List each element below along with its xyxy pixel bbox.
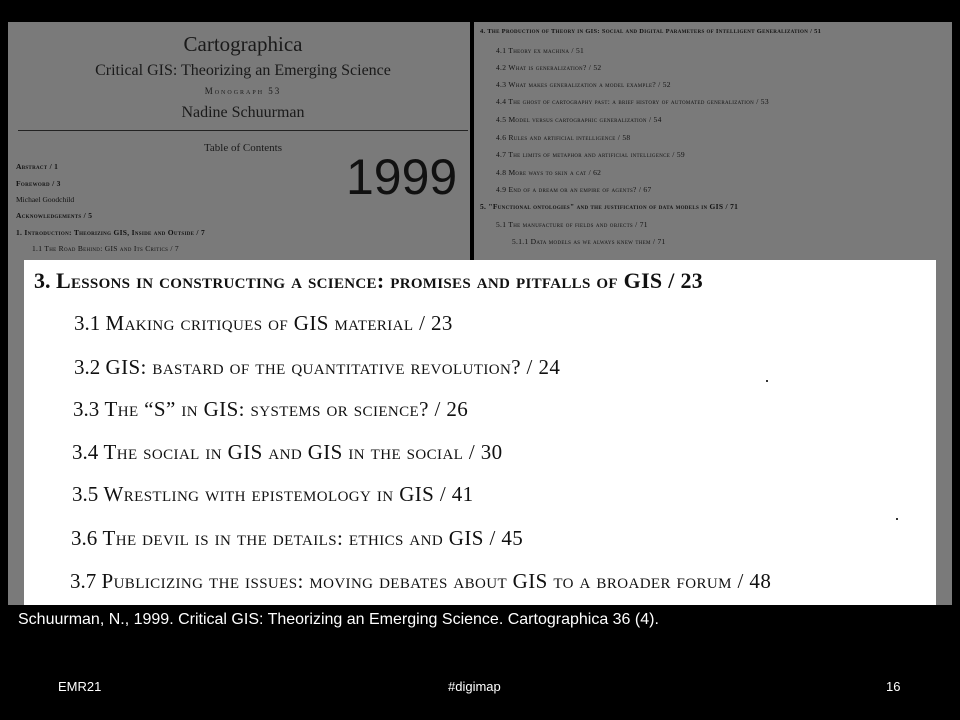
toc-entry: Foreword / 3 — [16, 179, 61, 188]
toc-entry: 4. The Production of Theory in GIS: Social and Digital Parameters of Intelligent Generalization / 51 — [480, 28, 822, 35]
author-name: Nadine Schuurman — [181, 104, 305, 121]
zoom-item-number: 3.4 — [72, 440, 99, 464]
zoom-item — [73, 397, 468, 422]
zoom-item — [72, 440, 503, 465]
toc-entry: 4.1 Theory ex machina / 51 — [496, 46, 585, 55]
monograph-number: Monograph 53 — [204, 86, 282, 96]
zoom-item-number: 3.6 — [71, 526, 98, 550]
footer-left: EMR21 — [58, 679, 102, 694]
scan-left-margin — [8, 260, 24, 605]
zoom-item — [74, 311, 453, 336]
toc-entry: 4.2 What is generalization? / 52 — [496, 63, 602, 72]
toc-entry: 4.6 Rules and artificial intelligence / 58 — [496, 133, 631, 142]
toc-heading: Table of Contents — [203, 142, 283, 154]
scan-left-page — [8, 22, 470, 260]
scan-speck — [766, 380, 768, 382]
year-overlay: 1999 — [346, 149, 458, 205]
journal-title: Cartographica — [183, 32, 303, 56]
zoom-item-number: 3.5 — [72, 482, 99, 506]
zoom-item — [72, 482, 474, 507]
zoom-item — [70, 569, 771, 594]
toc-entry: 1. Introduction: Theorizing GIS, Inside and Outside / 7 — [16, 228, 206, 237]
zoom-item-number: 3.7 — [70, 569, 97, 593]
zoom-item-number: 3.3 — [73, 397, 100, 421]
toc-entry: 4.4 The ghost of cartography past: a brief history of automated generalization / 53 — [496, 97, 769, 106]
zoom-item-text: The social in GIS and GIS in the social / 30 — [103, 440, 503, 464]
monograph-title: Critical GIS: Theorizing an Emerging Science — [95, 62, 391, 79]
toc-entry: 4.5 Model versus cartographic generalization / 54 — [496, 115, 662, 124]
zoom-heading — [34, 268, 703, 294]
zoom-item-text: The “S” in GIS: systems or science? / 26 — [104, 397, 469, 421]
zoom-item-text: Publicizing the issues: moving debates about GIS to a broader forum / 48 — [101, 569, 772, 593]
zoomed-toc-detail — [24, 260, 936, 605]
toc-entry: 5.1.1 Data models as we always knew them / 71 — [512, 237, 666, 246]
citation-caption: Schuurman, N., 1999. Critical GIS: Theorizing an Emerging Science. Cartographica 36 (4). — [18, 611, 659, 628]
scan-right-page — [474, 22, 952, 260]
toc-entry: 4.3 What makes generalization a model example? / 52 — [496, 80, 671, 89]
zoom-heading-text: Lessons in constructing a science: promises and pitfalls of GIS / 23 — [56, 268, 704, 293]
zoom-heading-number: 3. — [34, 268, 51, 293]
divider — [18, 130, 468, 131]
slide-number: 16 — [886, 679, 901, 694]
zoom-item — [74, 355, 560, 380]
zoom-item-text: Wrestling with epistemology in GIS / 41 — [103, 482, 474, 506]
zoom-item-text: GIS: bastard of the quantitative revolution? / 24 — [105, 355, 561, 379]
toc-entry: 1.1 The Road Behind: GIS and Its Critics / 7 — [32, 244, 179, 253]
footer-center: #digimap — [448, 679, 501, 694]
toc-entry: 4.9 End of a dream or an empire of agents? / 67 — [496, 185, 652, 194]
toc-entry: Abstract / 1 — [16, 162, 59, 171]
scan-right-margin — [936, 260, 952, 605]
toc-entry: 5. "Functional ontologies" and the justification of data models in GIS / 71 — [480, 202, 739, 211]
zoom-item-text: Making critiques of GIS material / 23 — [105, 311, 453, 335]
zoom-item — [71, 526, 523, 551]
toc-entry: 4.8 More ways to skin a cat / 62 — [496, 168, 602, 177]
toc-entry: 5.1 The manufacture of fields and objects / 71 — [496, 220, 648, 229]
scan-speck — [896, 518, 898, 520]
toc-entry: Michael Goodchild — [16, 195, 75, 204]
toc-entry: Acknowledgements / 5 — [16, 211, 93, 220]
zoom-item-text: The devil is in the details: ethics and GIS / 45 — [102, 526, 524, 550]
toc-entry: 4.7 The limits of metaphor and artificial intelligence / 59 — [496, 150, 685, 159]
zoom-item-number: 3.1 — [74, 311, 101, 335]
zoom-item-number: 3.2 — [74, 355, 101, 379]
